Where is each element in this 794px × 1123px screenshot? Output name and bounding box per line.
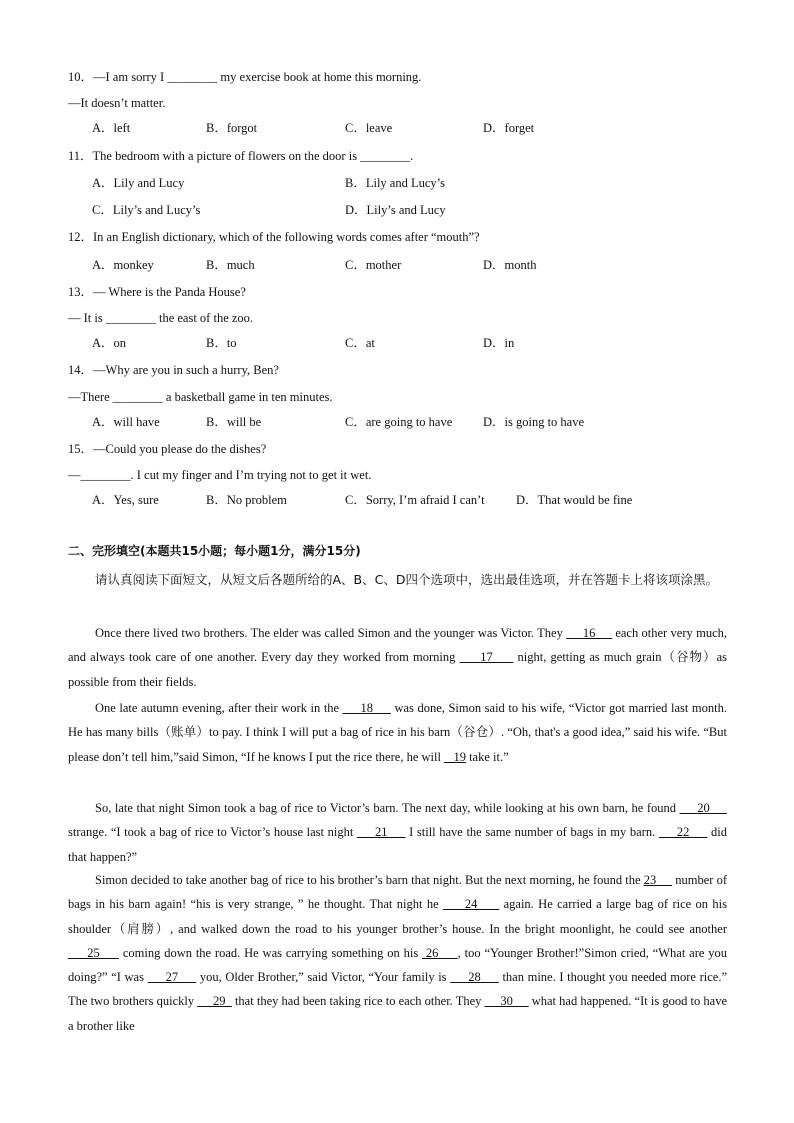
question-14-stem xyxy=(68,362,279,378)
question-14-reply: —There ________ a basketball game in ten minutes. xyxy=(68,390,333,404)
question-text: In an English dictionary, which of the following words comes after “mouth”? xyxy=(93,230,480,244)
blank-number: 26 xyxy=(425,945,458,960)
passage-text: Simon decided to take another bag of rice to his brother’s barn that night. But the next morning, he found the xyxy=(95,873,644,887)
option-a[interactable]: A．monkey xyxy=(92,258,154,272)
passage-text: what had happened. “It is good to have a brother like xyxy=(68,994,727,1033)
blank-number: 25 xyxy=(68,945,119,960)
question-text: —Could you please do the dishes? xyxy=(93,442,267,456)
question-number: 14． xyxy=(68,363,94,377)
passage-paragraph-3 xyxy=(68,796,727,869)
question-number: 13． xyxy=(68,285,94,299)
option-b[interactable]: B．to xyxy=(206,336,237,350)
passage-text: than mine. I thought you needed more rice.” The two brothers quickly xyxy=(68,970,728,1009)
option-a[interactable]: A．left xyxy=(92,121,131,135)
blank-number: 22 xyxy=(658,825,708,840)
blank-number: 28 xyxy=(450,970,499,985)
passage-text: One late autumn evening, after their work in the xyxy=(95,701,343,715)
question-text: The bedroom with a picture of flowers on the door is ________. xyxy=(92,149,414,163)
blank-number: 16 xyxy=(566,626,612,640)
passage-text: Once there lived two brothers. The elder was called Simon and the younger was Victor. They xyxy=(95,626,567,640)
option-c[interactable]: C．Lily’s and Lucy’s xyxy=(92,203,201,217)
option-d[interactable]: D．forget xyxy=(483,121,535,135)
question-number: 11． xyxy=(68,149,93,163)
passage-text: strange. “I took a bag of rice to Victor’s house last night xyxy=(68,825,357,840)
question-10-stem xyxy=(68,69,421,85)
passage-text: night, getting as much grain（谷物）as possible from their fields. xyxy=(68,650,727,689)
question-10-reply: —It doesn’t matter. xyxy=(68,96,166,110)
blank-number: 18 xyxy=(342,701,391,715)
blank-number: 27 xyxy=(147,970,197,985)
question-12-stem xyxy=(68,229,480,245)
option-d[interactable]: D．month xyxy=(483,258,537,272)
passage-text: So, late that night Simon took a bag of rice to Victor’s barn. The next day, while looking at his own barn, he found xyxy=(95,801,680,815)
question-text: —Why are you in such a hurry, Ben? xyxy=(93,363,279,377)
option-a[interactable]: A．on xyxy=(92,336,127,350)
passage-text: that they had been taking rice to each other. They xyxy=(231,994,485,1009)
option-b[interactable]: B．will be xyxy=(206,415,262,429)
question-15-stem xyxy=(68,441,266,457)
option-c[interactable]: C．at xyxy=(345,336,375,350)
question-number: 12． xyxy=(68,230,94,244)
blank-number: 30 xyxy=(484,994,529,1009)
passage-paragraph-2 xyxy=(68,696,727,769)
blank-number: 24 xyxy=(443,897,500,912)
option-c[interactable]: C．Sorry, I’m afraid I can’t xyxy=(345,493,485,507)
blank-number: 21 xyxy=(356,825,406,840)
option-c[interactable]: C．leave xyxy=(345,121,393,135)
option-c[interactable]: C．are going to have xyxy=(345,415,453,429)
passage-text: number of bags in his barn again! “his is very strange, ” he thought. That night he xyxy=(68,873,727,912)
option-c[interactable]: C．mother xyxy=(345,258,402,272)
passage-text: you, Older Brother,” said Victor, “Your family is xyxy=(196,970,451,985)
passage-paragraph-4 xyxy=(68,868,727,1038)
passage-text: again. He carried a large bag of rice on his shoulder（肩膀）, and walked down the road to his younger brother’s house. In the bright moonlight, he could see another xyxy=(68,897,728,936)
option-a[interactable]: A．will have xyxy=(92,415,160,429)
passage-text: take it.” xyxy=(465,749,509,764)
option-b[interactable]: B．Lily and Lucy’s xyxy=(345,176,445,190)
passage-text: , too “Younger Brother!”Simon cried, “What are you doing?” “I was xyxy=(68,945,728,985)
question-15-reply: —________. I cut my finger and I’m trying not to get it wet. xyxy=(68,468,372,482)
passage-text: did that happen?” xyxy=(68,825,728,864)
passage-text: I still have the same number of bags in my barn. xyxy=(405,825,659,840)
option-a[interactable]: A．Lily and Lucy xyxy=(92,176,185,190)
question-11-stem xyxy=(68,148,413,164)
option-d[interactable]: D．is going to have xyxy=(483,415,585,429)
passage-paragraph-1 xyxy=(68,621,727,694)
passage-text: each other very much, and always took care of one another. Every day they worked from morning xyxy=(68,626,727,665)
option-a[interactable]: A．Yes, sure xyxy=(92,493,159,507)
question-number: 10． xyxy=(68,70,94,84)
blank-number: 29 xyxy=(197,994,232,1009)
option-b[interactable]: B．forgot xyxy=(206,121,258,135)
blank-number: 19 xyxy=(444,749,466,764)
blank-number: 17 xyxy=(459,650,514,665)
option-d[interactable]: D．in xyxy=(483,336,515,350)
option-b[interactable]: B．much xyxy=(206,258,255,272)
blank-number: 20 xyxy=(679,801,727,815)
option-d[interactable]: D．Lily’s and Lucy xyxy=(345,203,446,217)
passage-text: coming down the road. He was carrying something on his xyxy=(119,945,423,960)
section-heading: 二、完形填空(本题共15小题；每小题1分，满分15分) xyxy=(68,544,361,558)
section-instruction: 请认真阅读下面短文，从短文后各题所给的A、B、C、D四个选项中，选出最佳选项，并在答题卡上将该项涂黑。 xyxy=(95,572,718,587)
option-b[interactable]: B．No problem xyxy=(206,493,287,507)
blank-number: 23 xyxy=(643,873,673,887)
question-text: — Where is the Panda House? xyxy=(93,285,246,299)
passage-text: was done, Simon said to his wife, “Victor got married last month. He has many bills（账单）to pay. I think I will put a bag of rice in his barn（谷仓）. “Oh, that's a good idea,” said his wife. “But please don’t tell him,”said Simon, “If he knows I put the rice there, he will xyxy=(68,701,728,764)
question-13-stem xyxy=(68,284,246,300)
question-text: —I am sorry I ________ my exercise book at home this morning. xyxy=(93,70,422,84)
question-13-reply: — It is ________ the east of the zoo. xyxy=(68,311,254,325)
question-number: 15． xyxy=(68,442,94,456)
option-d[interactable]: D．That would be fine xyxy=(516,493,633,507)
